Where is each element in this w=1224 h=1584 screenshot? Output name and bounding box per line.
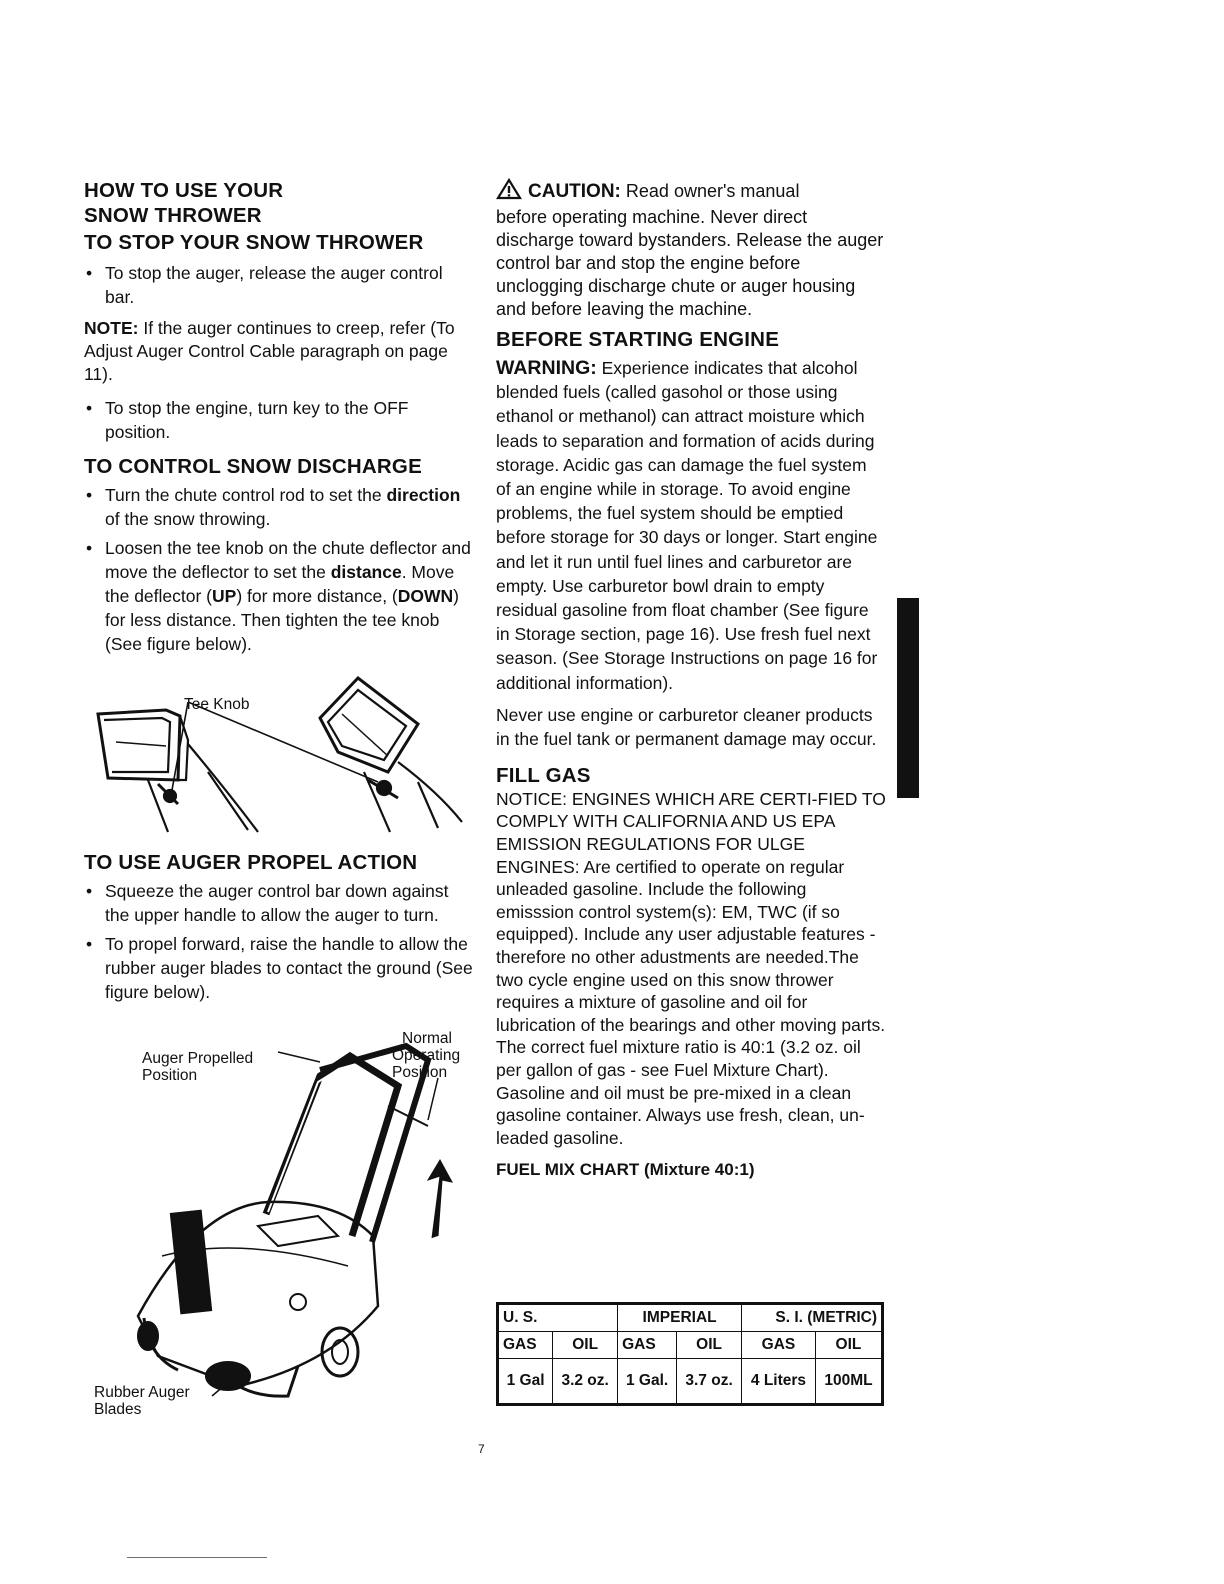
table-subheader-row (498, 1332, 883, 1359)
header-us: U. S. (498, 1304, 618, 1332)
val-imp-gas: 1 Gal. (618, 1359, 677, 1405)
stop-list (84, 261, 474, 309)
caution-label: CAUTION: (528, 181, 621, 202)
discharge-heading: TO CONTROL SNOW DISCHARGE (84, 455, 422, 478)
discharge-b2-bold1: distance (330, 562, 402, 582)
rubber-auger-label (94, 1384, 190, 1418)
never-use-paragraph: Never use engine or carburetor cleaner products in the fuel tank or permanent damage may occur. (496, 704, 877, 749)
section-title-line1: HOW TO USE YOUR (84, 179, 284, 202)
left-column (84, 178, 474, 656)
section-title-line2: SNOW THROWER (84, 204, 262, 227)
discharge-b2-c: ) for more distance, ( (236, 586, 398, 606)
warning-label: WARNING: (496, 357, 597, 379)
header-metric: S. I. (METRIC) (742, 1304, 883, 1332)
fuel-chart-heading: FUEL MIX CHART (Mixture 40:1) (496, 1160, 755, 1180)
caution-paragraph (496, 178, 886, 321)
notice-paragraph: NOTICE: ENGINES WHICH ARE CERTI-FIED TO COMPLY WITH CALIFORNIA AND US EPA EMISSION REGULATIONS FOR ULGE ENGINES: Are certified to operate on regular unleaded gasoline. Include the following emisssion control system(s): EM, TWC (if so equipped). Include any user adjustable features - therefore no other adustments are needed.The two cycle engine used on this snow thrower requires a mixture of gasoline and oil for lubrication of the bearings and other moving parts. The correct fuel mixture ratio is 40:1 (3.2 oz. oil per gallon of gas - see Fuel Mixture Chart). Gasoline and oil must be pre-mixed in a clean gasoline container. Always use fresh, clean, un-leaded gasoline. (496, 788, 886, 1148)
sub-imp-oil: OIL (677, 1332, 742, 1359)
val-us-gas: 1 Gal (498, 1359, 553, 1405)
propel-heading: TO USE AUGER PROPEL ACTION (84, 851, 418, 874)
chute-deflector-drawing (88, 672, 468, 837)
note-paragraph (84, 317, 474, 386)
propel-list (84, 879, 474, 1004)
bottom-rule (127, 1557, 267, 1558)
discharge-bullet-direction (84, 483, 474, 531)
chute-deflector-figure (88, 672, 468, 837)
discharge-b2-bold2: UP (212, 586, 237, 606)
discharge-bullet-distance (84, 536, 474, 656)
warning-triangle-icon (496, 178, 522, 206)
auger-propelled-label-1: Auger Propelled (142, 1050, 254, 1067)
fuel-mix-table (496, 1302, 884, 1406)
stop-bullet-engine: • To stop the engine, turn key to the OFF position. (84, 396, 474, 444)
rubber-auger-label-2: Blades (94, 1401, 142, 1418)
val-imp-oil: 3.7 oz. (677, 1359, 742, 1405)
note-text: If the auger continues to creep, refer (To Adjust Auger Control Cable paragraph on page 11). (84, 318, 455, 384)
header-imperial: IMPERIAL (618, 1304, 742, 1332)
val-si-oil: 100ML (815, 1359, 882, 1405)
table-values-row (498, 1359, 883, 1405)
auger-propelled-label-2: Position (142, 1067, 198, 1084)
right-column (496, 178, 886, 1181)
normal-position-label (392, 1030, 460, 1081)
snow-thrower-figure (88, 1026, 478, 1422)
warning-paragraph (496, 356, 886, 695)
fill-gas-heading: FILL GAS (496, 763, 591, 787)
caution-text-2: before operating machine. Never direct discharge toward bystanders. Release the auger control bar and stop the engine before unclogging discharge chute or auger housing and before leaving the machine. (496, 207, 884, 319)
table-header-row (498, 1304, 883, 1332)
discharge-b1-pre: Turn the chute control rod to set the (105, 485, 382, 505)
stop-bullet-auger: • To stop the auger, release the auger control bar. (84, 261, 474, 309)
normal-label-3: Position (392, 1064, 448, 1081)
val-si-gas: 4 Liters (742, 1359, 816, 1405)
sub-us-oil: OIL (553, 1332, 618, 1359)
normal-label-1: Normal (402, 1030, 452, 1047)
sub-us-gas: GAS (498, 1332, 553, 1359)
before-starting-heading: BEFORE STARTING ENGINE (496, 328, 780, 351)
auger-propelled-label (142, 1050, 253, 1084)
normal-label-2: Operating (392, 1047, 461, 1064)
discharge-b2-b: . Move the deflector ( (105, 562, 455, 606)
caution-text-1: Read owner's manual (625, 181, 800, 201)
propel-bullet-raise: • To propel forward, raise the handle to allow the rubber auger blades to contact the ground (See figure below). (84, 932, 474, 1004)
stop-list-2 (84, 396, 474, 444)
discharge-b2-d: ) for less distance. Then tighten the tee knob (See figure below). (105, 586, 459, 654)
note-label: NOTE: (84, 318, 139, 338)
discharge-b2-bold3: DOWN (397, 586, 454, 606)
tee-knob-label: Tee Knob (184, 696, 250, 713)
warning-text: Experience indicates that alcohol blended fuels (called gasohol or those using ethanol or methanol) can attract moisture which leads to separation and formation of acids during storage. Acidic gas can damage the fuel system of an engine while in storage. To avoid engine problems, the fuel system should be emptied before storage for 30 days or longer. Start engine and let it run until fuel lines and carburetor are empty. Use carburetor bowl drain to empty residual gasoline from float chamber (See figure in Storage section, page 16). Use fresh fuel next season. (See Storage Instructions on page 16 for additional information). (496, 358, 878, 693)
left-column-lower (84, 850, 474, 1004)
discharge-list (84, 483, 474, 656)
discharge-b2-a: Loosen the tee knob on the chute deflector and move the deflector to set the (105, 538, 471, 582)
sub-imp-gas: GAS (618, 1332, 677, 1359)
sub-si-gas: GAS (742, 1332, 816, 1359)
stop-heading: TO STOP YOUR SNOW THROWER (84, 231, 424, 254)
discharge-b1-post: of the snow throwing. (105, 509, 271, 529)
val-us-oil: 3.2 oz. (553, 1359, 618, 1405)
page-number: 7 (478, 1442, 485, 1456)
propel-bullet-squeeze: • Squeeze the auger control bar down against the upper handle to allow the auger to turn. (84, 879, 474, 927)
section-tab-marker (897, 598, 919, 798)
discharge-b1-bold: direction (386, 485, 461, 505)
rubber-auger-label-1: Rubber Auger (94, 1384, 190, 1401)
sub-si-oil: OIL (815, 1332, 882, 1359)
snow-thrower-drawing (88, 1026, 478, 1422)
